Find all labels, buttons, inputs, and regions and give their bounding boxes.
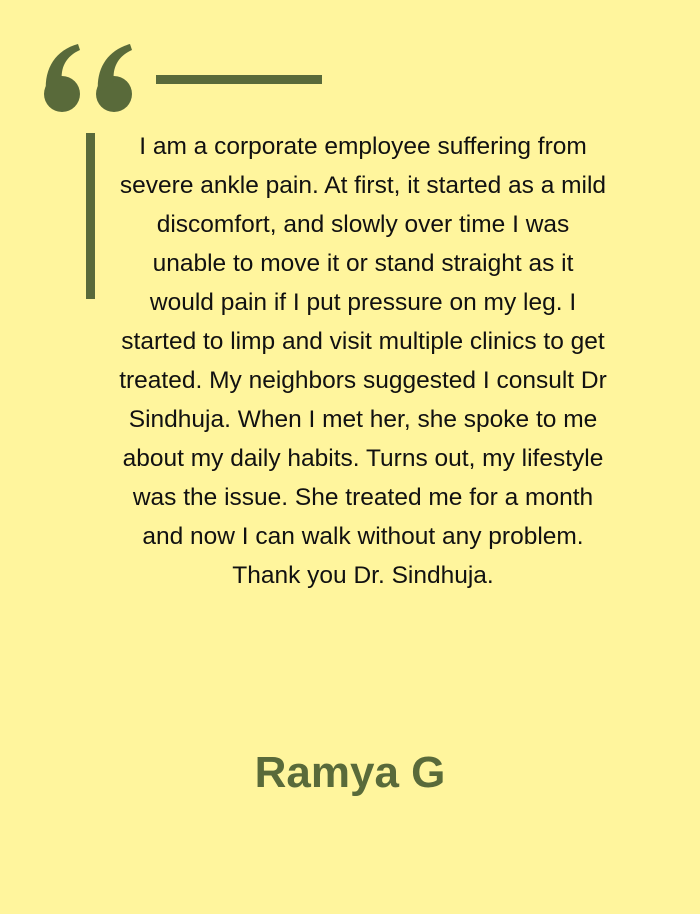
open-double-quote-icon xyxy=(40,42,140,114)
left-accent-bar xyxy=(86,133,95,299)
top-divider-line xyxy=(156,75,322,84)
testimonial-text: I am a corporate employee suffering from severe ankle pain. At first, it started as a mild discomfort, and slowly over time I was unable to move it or stand straight as it would pain if I put pressure on my leg. I started to limp and visit multiple clinics to get treated. My neighbors suggested I consult Dr Sindhuja. When I met her, she spoke to me about my daily habits. Turns out, my lifestyle was the issue. She treated me for a month and now I can walk without any problem. Thank you Dr. Sindhuja. xyxy=(119,133,607,589)
testimonial-author: Ramya G xyxy=(254,748,446,797)
